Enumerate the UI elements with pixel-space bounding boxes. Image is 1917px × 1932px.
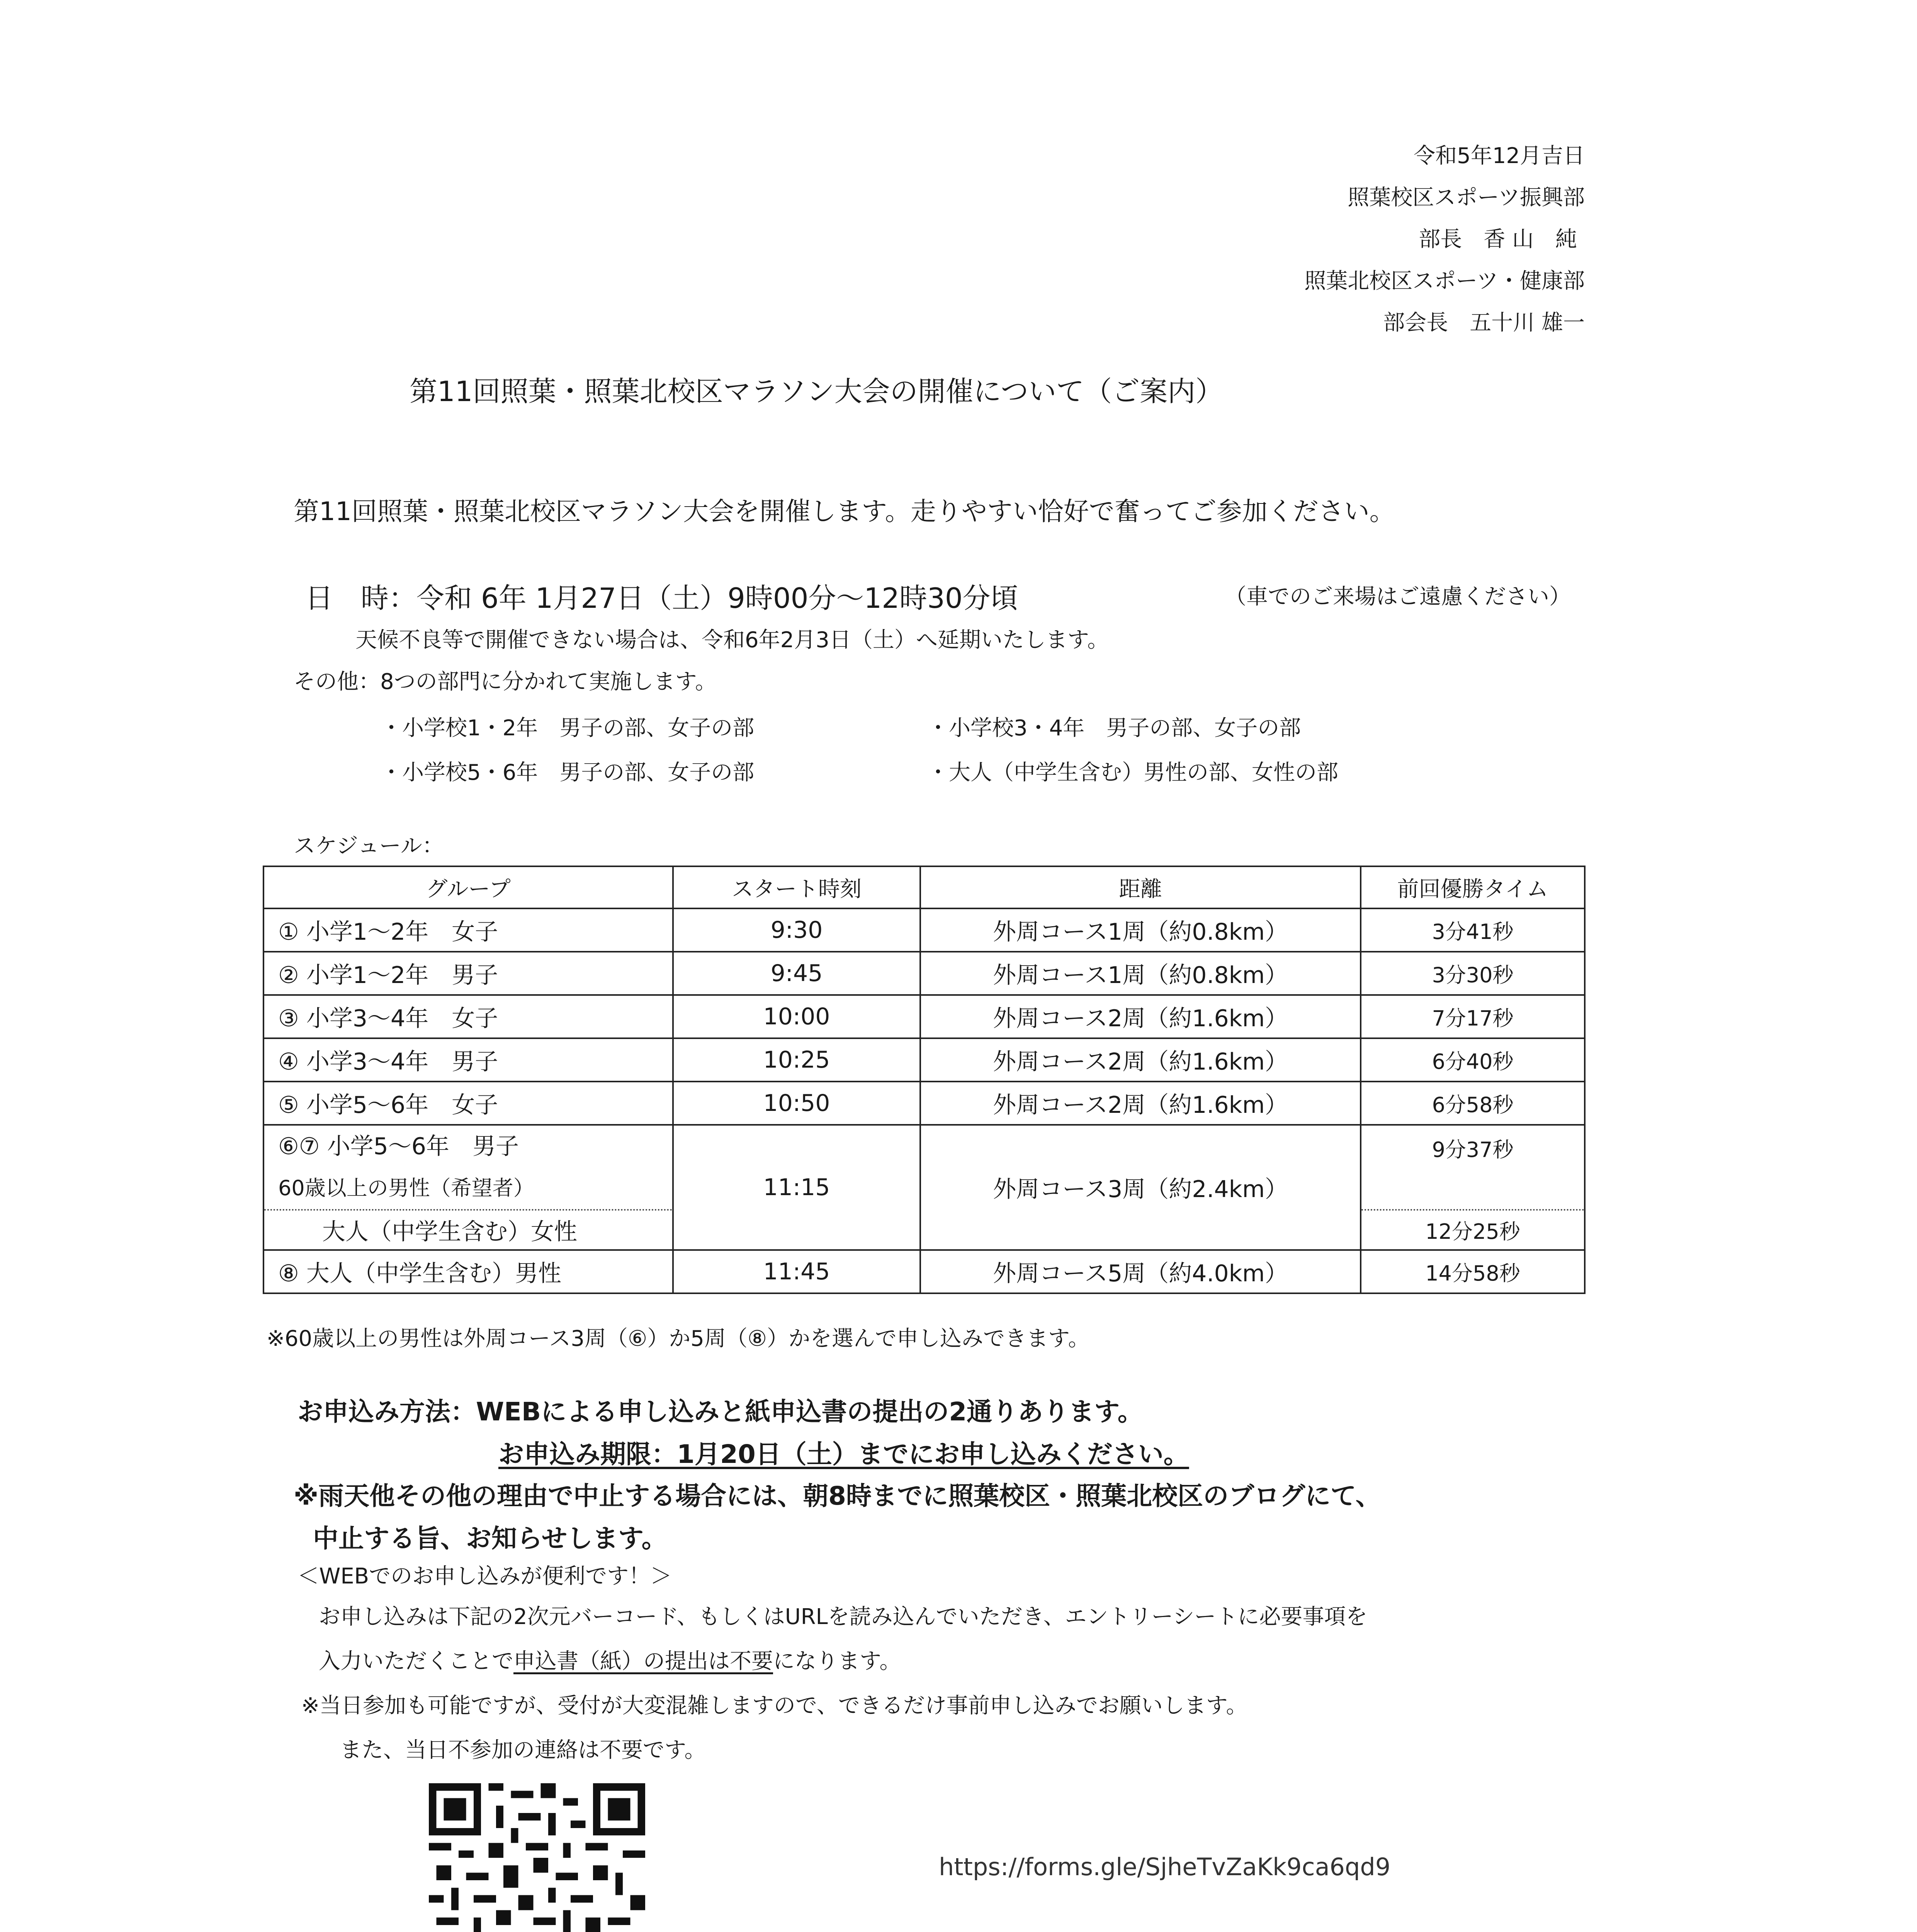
division-item: ・大人（中学生含む）男性の部、女性の部: [927, 760, 1338, 785]
group-line: ⑥⑦ 小学5～6年 男子: [278, 1133, 519, 1160]
division-item: ・小学校3・4年 男子の部、女子の部: [927, 716, 1301, 741]
group-cell: [263, 1125, 673, 1210]
record-cell: 3分41秒: [1361, 908, 1585, 952]
web-text-underlined: 申込書（紙）の提出は不要: [513, 1649, 773, 1674]
web-heading: ＜WEBでのお申し込みが便利です！＞: [297, 1564, 672, 1589]
record-cell: 7分17秒: [1361, 995, 1585, 1038]
start-time-cell: 9:45: [673, 952, 920, 995]
event-datetime: 日 時：令和 6年 1月27日（土）9時00分～12時30分頃: [305, 582, 1018, 614]
car-note: （車でのご来場はご遠慮ください）: [1225, 584, 1571, 609]
start-time-cell: 11:15: [673, 1125, 920, 1250]
start-time-cell: 11:45: [673, 1250, 920, 1293]
column-header: 前回優勝タイム: [1361, 866, 1585, 908]
schedule-label: スケジュール：: [294, 833, 444, 859]
web-text: 入力いただくことで: [319, 1649, 513, 1674]
form-url-link[interactable]: https://forms.gle/SjheTvZaKk9ca6qd9: [939, 1853, 1391, 1881]
issue-date: 令和5年12月吉日: [1414, 143, 1585, 168]
group-cell: ⑤ 小学5～6年 女子: [263, 1082, 673, 1125]
table-row: [263, 1250, 1585, 1293]
distance-cell: 外周コース1周（約0.8km）: [920, 952, 1361, 995]
distance-cell: 外周コース1周（約0.8km）: [920, 908, 1361, 952]
record-cell: 14分58秒: [1361, 1250, 1585, 1293]
group-cell: ④ 小学3～4年 男子: [263, 1038, 673, 1082]
record-cell: 6分40秒: [1361, 1038, 1585, 1082]
application-method: お申込み方法：WEBによる申し込みと紙申込書の提出の2通りあります。: [297, 1397, 1143, 1427]
start-time-cell: 10:25: [673, 1038, 920, 1082]
group-cell: 大人（中学生含む）女性: [263, 1210, 673, 1250]
schedule-table: [263, 866, 1586, 1294]
cancel-notice: ※雨天他その他の理由で中止する場合には、朝8時までに照葉校区・照葉北校区のブログにて、: [294, 1481, 1381, 1511]
cancel-notice-2: 中止する旨、お知らせします。: [313, 1524, 667, 1553]
column-header: 距離: [920, 866, 1361, 908]
page-title: 第11回照葉・照葉北校区マラソン大会の開催について（ご案内）: [410, 375, 1224, 408]
record-cell: 3分30秒: [1361, 952, 1585, 995]
divisions-intro: その他：8つの部門に分かれて実施します。: [294, 669, 717, 694]
group-cell: ① 小学1～2年 女子: [263, 908, 673, 952]
qr-code[interactable]: [429, 1783, 645, 1932]
group-cell: ② 小学1～2年 男子: [263, 952, 673, 995]
absence-note: また、当日不参加の連絡は不要です。: [340, 1738, 706, 1763]
table-header-row: [263, 866, 1585, 908]
distance-cell: 外周コース2周（約1.6km）: [920, 1038, 1361, 1082]
table-row: [263, 952, 1585, 995]
distance-cell: 外周コース3周（約2.4km）: [920, 1125, 1361, 1250]
sameday-note: ※当日参加も可能ですが、受付が大変混雑しますので、できるだけ事前申し込みでお願いします。: [301, 1693, 1248, 1718]
organizer-2-person: 部会長 五十川 雄一: [1383, 310, 1585, 335]
record-cell: 6分58秒: [1361, 1082, 1585, 1125]
web-text: になります。: [773, 1649, 901, 1674]
web-instructions-2: [319, 1644, 901, 1675]
distance-cell: 外周コース2周（約1.6km）: [920, 1082, 1361, 1125]
start-time-cell: 10:50: [673, 1082, 920, 1125]
table-row: [263, 1082, 1585, 1125]
start-time-cell: 9:30: [673, 908, 920, 952]
table-row: [263, 1038, 1585, 1082]
column-header: グループ: [263, 866, 673, 908]
division-item: ・小学校1・2年 男子の部、女子の部: [381, 716, 755, 741]
division-item: ・小学校5・6年 男子の部、女子の部: [381, 760, 755, 785]
distance-cell: 外周コース5周（約4.0km）: [920, 1250, 1361, 1293]
record-cell: 9分37秒: [1361, 1125, 1585, 1210]
organizer-1-person: 部長 香 山 純: [1419, 227, 1577, 252]
table-row: [263, 995, 1585, 1038]
record-cell: 12分25秒: [1361, 1210, 1585, 1250]
table-row-merged: [263, 1125, 1585, 1210]
column-header: スタート時刻: [673, 866, 920, 908]
organizer-1: 照葉校区スポーツ振興部: [1348, 185, 1585, 210]
group-line: 60歳以上の男性（希望者）: [278, 1176, 534, 1200]
start-time-cell: 10:00: [673, 995, 920, 1038]
intro-text: 第11回照葉・照葉北校区マラソン大会を開催します。走りやすい恰好で奮ってご参加ください。: [294, 497, 1395, 526]
application-deadline: お申込み期限：1月20日（土）までにお申し込みください。: [498, 1439, 1189, 1469]
group-cell: ⑧ 大人（中学生含む）男性: [263, 1250, 673, 1293]
postpone-note: 天候不良等で開催できない場合は、令和6年2月3日（土）へ延期いたします。: [355, 628, 1109, 653]
table-note: ※60歳以上の男性は外周コース3周（⑥）か5周（⑧）かを選んで申し込みできます。: [267, 1326, 1090, 1351]
group-cell: ③ 小学3～4年 女子: [263, 995, 673, 1038]
distance-cell: 外周コース2周（約1.6km）: [920, 995, 1361, 1038]
web-instructions: お申し込みは下記の2次元バーコード、もしくはURLを読み込んでいただき、エントリーシートに必要事項を: [319, 1604, 1368, 1629]
table-row: [263, 908, 1585, 952]
organizer-2: 照葉北校区スポーツ・健康部: [1304, 269, 1585, 294]
